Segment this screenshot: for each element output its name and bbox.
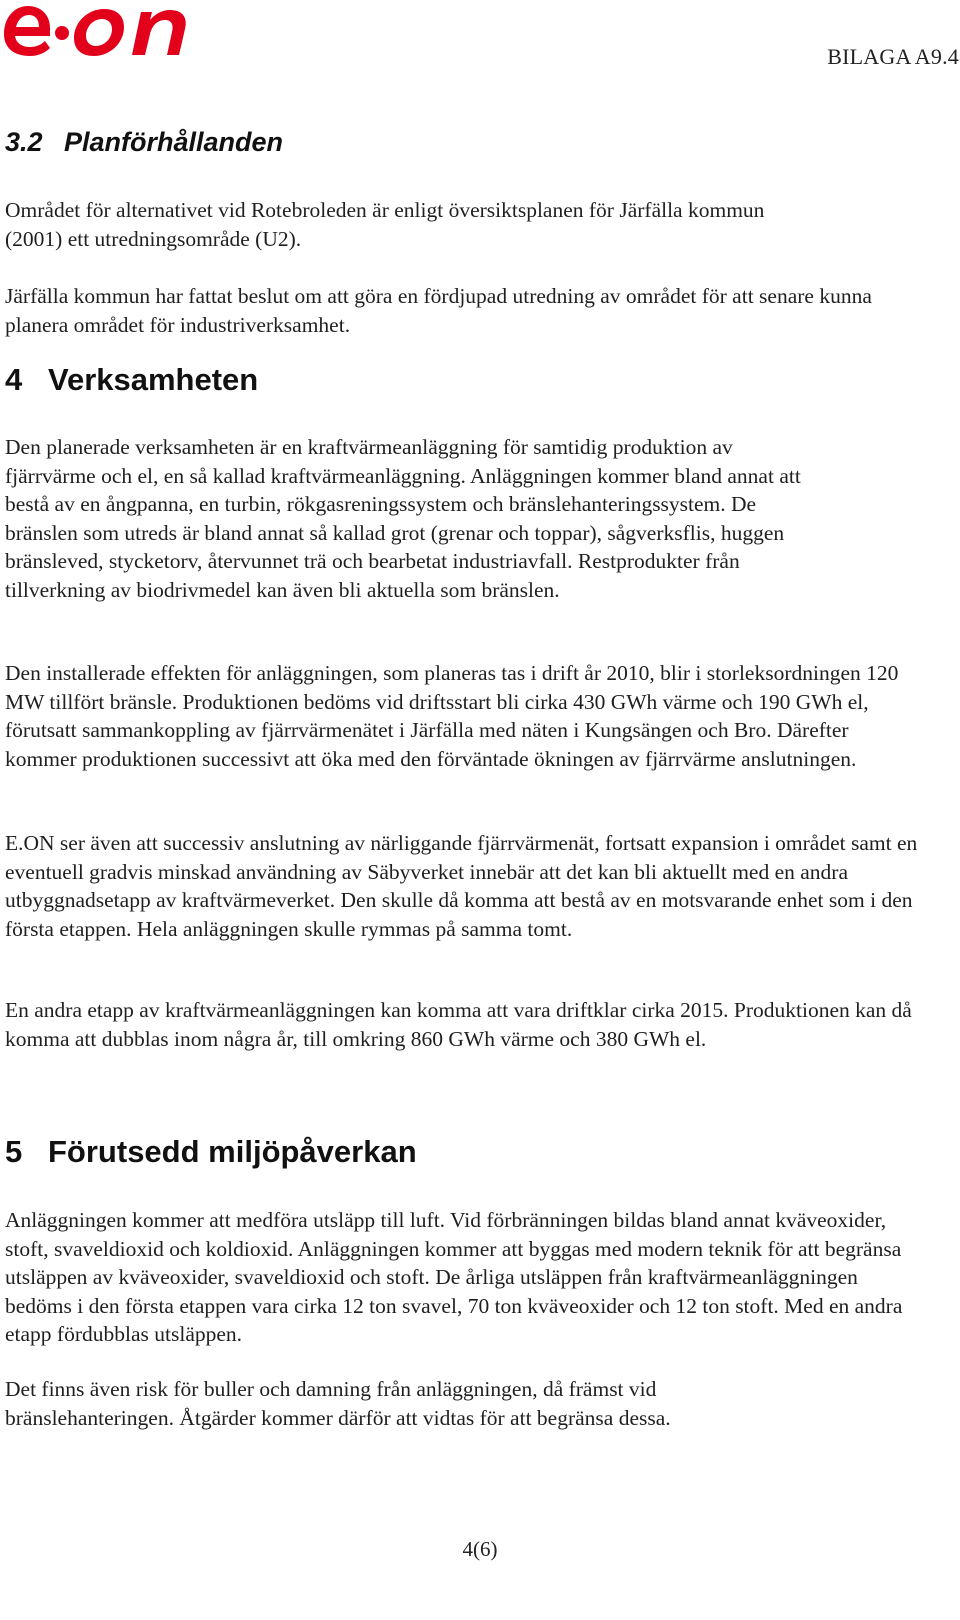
page-number: 4(6) bbox=[462, 1537, 498, 1561]
section-title: Verksamheten bbox=[48, 362, 259, 397]
paragraph: Anläggningen kommer att medföra utsläpp till luft. Vid förbränningen bildas bland annat kväveoxider, stoft, svaveldioxid och koldioxid. Anläggningen kommer att byggas med modern teknik för att begränsa utsläppen av kväveoxider, svaveldioxid och stoft. De årliga utsläppen från kraftvärmeanläggningen bedöms i den första etappen vara cirka 12 ton svavel, 70 ton kväveoxider och 12 ton stoft. Med en andra etapp fördubblas utsläppen. bbox=[5, 1208, 903, 1346]
section-title: Planförhållanden bbox=[64, 127, 284, 157]
section-title: Förutsedd miljöpåverkan bbox=[48, 1134, 417, 1169]
section-number: 5 bbox=[5, 1134, 23, 1169]
paragraph: Området för alternativet vid Rotebroleden är enligt översiktsplanen för Järfälla kommun (2001) ett utredningsområde (U2). bbox=[5, 198, 765, 251]
paragraph: E.ON ser även att successiv anslutning av närliggande fjärrvärmenät, fortsatt expansion i området samt en eventuell gradvis minskad användning av Säbyverket innebär att det kan bli aktuellt med en andra utbyggnadsetapp av kraftvärmeverket. Den skulle då komma att bestå av en motsvarande enhet som i den första etappen. Hela anläggningen skulle rymmas på samma tomt. bbox=[5, 831, 918, 941]
paragraph: En andra etapp av kraftvärmeanläggningen kan komma att vara driftklar cirka 2015. Produktionen kan då komma att dubblas inom några år, till omkring 860 GWh värme och 380 GWh el. bbox=[5, 998, 912, 1051]
eon-logo bbox=[2, 2, 194, 58]
section-heading-3-2 bbox=[5, 127, 283, 158]
section-number: 3.2 bbox=[5, 127, 43, 157]
paragraph: Järfälla kommun har fattat beslut om att göra en fördjupad utredning av området för att senare kunna planera området för industriverksamhet. bbox=[5, 284, 872, 337]
paragraph: Det finns även risk för buller och damning från anläggningen, då främst vid bränslehanteringen. Åtgärder kommer därför att vidtas för att begränsa dessa. bbox=[5, 1377, 671, 1430]
paragraph: Den planerade verksamheten är en kraftvärmeanläggning för samtidig produktion av fjärrvärme och el, en så kallad kraftvärmeanläggning. Anläggningen kommer bland annat att bestå av en ångpanna, en turbin, rökgasreningssystem och bränslehanteringssystem. De bränslen som utreds är bland annat så kallad grot (grenar och toppar), sågverksflis, huggen bränsleved, stycketorv, återvunnet trä och bearbetat industriavfall. Restprodukter från tillverkning av biodrivmedel kan även bli aktuella som bränslen. bbox=[5, 435, 801, 602]
section-heading-4 bbox=[5, 362, 258, 398]
attachment-label: BILAGA A9.4 bbox=[827, 44, 959, 69]
section-heading-5 bbox=[5, 1134, 417, 1170]
section-number: 4 bbox=[5, 362, 23, 397]
paragraph: Den installerade effekten för anläggningen, som planeras tas i drift år 2010, blir i storleksordningen 120 MW tillfört bränsle. Produktionen bedöms vid driftsstart bli cirka 430 GWh värme och 190 GWh el, förutsatt sammankoppling av fjärrvärmenätet i Järfälla med näten i Kungsängen och Bro. Därefter kommer produktionen successivt att öka med den förväntade ökningen av fjärrvärme anslutningen. bbox=[5, 661, 899, 771]
